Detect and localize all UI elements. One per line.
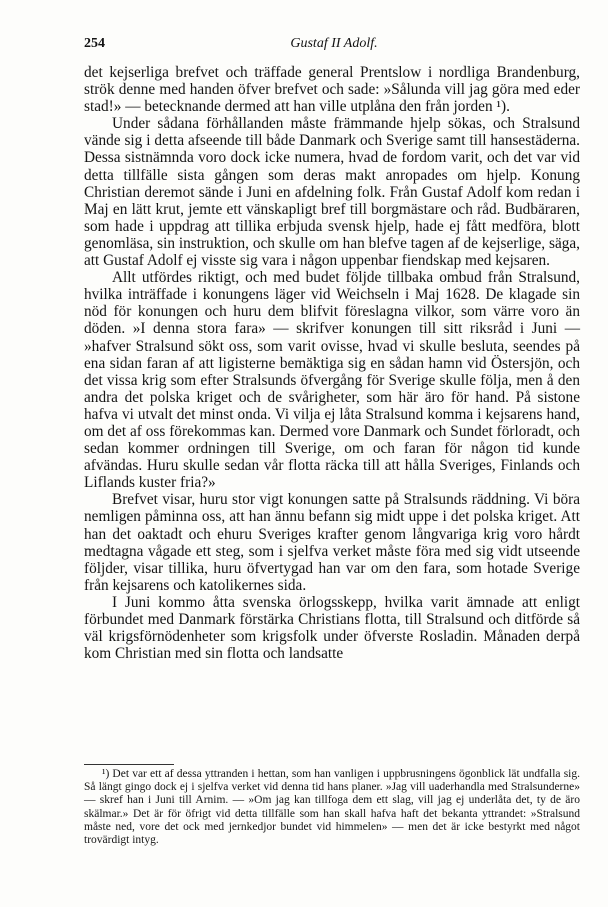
footnote xyxy=(84,768,580,847)
paragraph: I Juni kommo åtta svenska örlogsskepp, hvilka varit ämnade att enligt förbundet med Danmark förstärka Christians flotta, till Stralsund och ditförde så väl krigsförnödenheter som krigsfolk under öfverste Rosladin. Månaden derpå kom Christian med sin flotta och landsatte xyxy=(84,593,580,663)
running-title: Gustaf II Adolf. xyxy=(290,36,378,51)
page-header xyxy=(84,36,584,56)
footnote-text: ¹) Det var ett af dessa yttranden i hettan, som han vanligen i uppbrusningens ögonblick lät undfalla sig. Så längt gingo dock ej i sjelfva verket vid denna tid hans planer. »Jag vill uaderhandla med Stralsunderne» — skref han i Juni till Arnim. — »Om jag kan tillfoga dem ett slag, vill jag ej underlåta det, ty de äro skälmar.» Det är för öfrigt vid detta tillfälle som han skall hafva haft det bekanta yttrandet: »Stralsund måste ned, vore det ock med jernkedjor bundet vid himmelen» — men det är icke bestyrkt med något trovärdigt intyg. xyxy=(84,768,580,847)
body-text xyxy=(84,64,580,662)
paragraph: Brefvet visar, huru stor vigt konungen satte på Stralsunds räddning. Vi böra nemligen påminna oss, att han ännu befann sig midt uppe i det polska kriget. Att han det oaktadt och ehuru Sveriges krafter genom långvariga krig voro hårdt medtagna vågade ett steg, som i sjelfva verket måste föra med sig vidt utseende följder, visar tillika, huru öfvertygad han var om den fara, som hotade Sverige från kejsarens och katolikernes sida. xyxy=(84,491,580,594)
paragraph-continued: det kejserliga brefvet och träffade general Prentslow i nordliga Brandenburg, strök denne med handen öfver brefvet och sade: »Sålunda vill jag göra med eder stad!» — betecknande dermed att han ville utplåna den från jorden ¹). xyxy=(84,64,580,116)
page-number: 254 xyxy=(84,36,105,51)
footnote-rule xyxy=(84,764,174,765)
paragraph: Under sådana förhållanden måste främmande hjelp sökas, och Stralsund vände sig i detta afseende till både Danmark och Sverige samt till hansestäderna. Dessa sistnämnda voro dock icke numera, hvad de fordom varit, och det var vid detta tillfälle sista gången som deras makt anropades om hjelp. Konung Christian deremot sände i Juni en afdelning folk. Från Gustaf Adolf kom redan i Maj en lätt krut, jemte ett vänskapligt bref till borgmästare och råd. Budbäraren, som hade i uppdrag att tillika erbjuda svensk hjelp, hade ej fått medföra, blott genomläsa, sin instruktion, och skulle om han blefve tagen af de kejserlige, säga, att Gustaf Adolf ej visste sig vara i någon uppenbar fiendskap med kejsaren. xyxy=(84,115,580,270)
paragraph: Allt utfördes riktigt, och med budet följde tillbaka ombud från Stralsund, hvilka inträffade i konungens läger vid Weichseln i Maj 1628. De klagade sin nöd för konungen och huru dem blifvit föreslagna vilkor, som värre voro än döden. »I denna stora fara» — skrifver konungen till sitt riksråd i Juni — »hafver Stralsund sökt oss, som varit ovisse, hvad vi skulle besluta, seendes på ena sidan faran af att ligisterne bemäktiga sig en sådan hamn vid Östersjön, och det vissa krig som efter Stralsunds öfvergång för Sverige skulle följa, men å den andra det polska kriget och de svårigheter, som här äro för hand. På sistone hafva vi utvalt det minst onda. Vi vilja ej låta Stralsund komma i kejsarens hand, om det af oss förekommas kan. Dermed vore Danmark och Sundet förloradt, och sedan kommer ordningen till Sverige, om och faran för någon tid kunde afvändas. Huru skulle sedan vår flotta räcka till att hålla Sveriges, Finlands och Liflands kuster fria?» xyxy=(84,269,580,492)
